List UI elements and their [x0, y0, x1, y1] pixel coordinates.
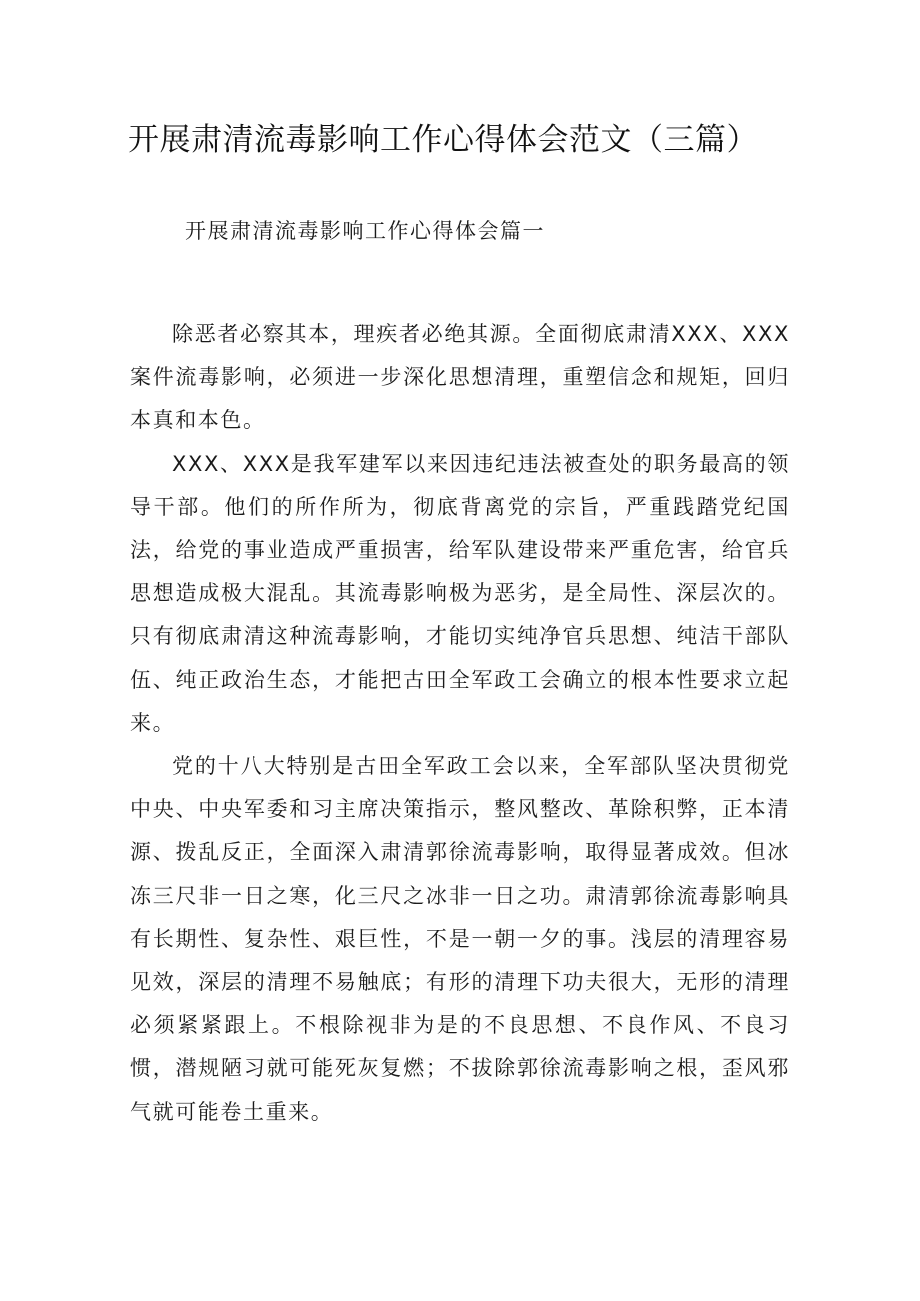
document-body: [130, 313, 790, 1134]
paragraph: 党的十八大特别是古田全军政工会以来，全军部队坚决贯彻党中央、中央军委和习主席决策指示，整风整改、革除积弊，正本清源、拨乱反正，全面深入肃清郭徐流毒影响，取得显著成效。但冰冻三尺非一日之寒，化三尺之冰非一日之功。肃清郭徐流毒影响具有长期性、复杂性、艰巨性，不是一朝一夕的事。浅层的清理容易见效，深层的清理不易触底；有形的清理下功夫很大，无形的清理必须紧紧跟上。不根除视非为是的不良思想、不良作风、不良习惯，潜规陋习就可能死灰复燃；不拔除郭徐流毒影响之根，歪风邪气就可能卷土重来。: [130, 754, 790, 1124]
paragraph: XXX、XXX是我军建军以来因违纪违法被查处的职务最高的领导干部。他们的所作所为，彻底背离党的宗旨，严重践踏党纪国法，给党的事业造成严重损害，给军队建设带来严重危害，给官兵思想造成极大混乱。其流毒影响极为恶劣，是全局性、深层次的。只有彻底肃清这种流毒影响，才能切实纯净官兵思想、纯洁干部队伍、纯正政治生态，才能把古田全军政工会确立的根本性要求立起来。: [130, 451, 790, 735]
section-subtitle: 开展肃清流毒影响工作心得体会篇一: [185, 219, 545, 243]
paragraph: 除恶者必察其本，理疾者必绝其源。全面彻底肃清XXX、XXX案件流毒影响，必须进一步深化思想清理，重塑信念和规矩，回归本真和本色。: [130, 322, 790, 433]
document-title: 开展肃清流毒影响工作心得体会范文（三篇）: [128, 122, 758, 158]
